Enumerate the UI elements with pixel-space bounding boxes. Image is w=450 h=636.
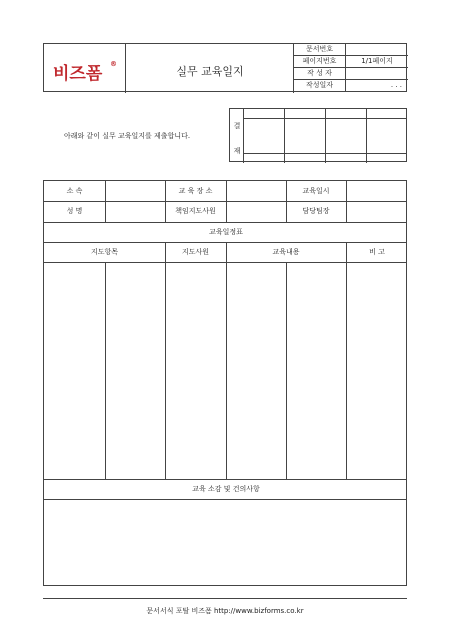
row-divider [44,499,406,500]
col-divider [226,262,227,479]
row-divider [44,242,406,243]
col-header-content: 교육내용 [272,248,300,256]
meta-row-author [294,68,408,80]
label-affiliation: 소 속 [66,187,83,195]
meta-row-page-number [294,56,408,68]
row-divider [44,262,406,263]
row-divider [44,222,406,223]
label-training-place: 교 육 장 소 [178,187,213,195]
document-title: 실무 교육일지 [176,65,244,78]
bizforms-logo: 비즈폼 [53,64,103,84]
col-divider [226,181,227,222]
footer-divider [43,598,407,599]
meta-row-date [294,80,408,92]
submission-statement: 아래와 같이 실무 교육일지를 제출합니다. [64,132,191,140]
approval-label-bottom: 재 [233,147,241,155]
opinion-title: 교육 소감 및 건의사항 [192,485,260,493]
col-header-note: 비 고 [369,248,385,256]
col-header-item: 지도항목 [90,248,119,256]
row-divider [44,479,406,480]
col-divider [165,262,166,479]
col-divider [105,181,106,222]
logo-cell [44,44,126,93]
col-divider [286,262,287,479]
title-cell [126,44,294,93]
col-divider [105,262,106,479]
approval-box [229,108,407,162]
label-training-datetime: 교육일시 [302,187,330,195]
approval-divider [244,153,406,154]
meta-label: 작성일자 [294,80,346,92]
col-divider [346,262,347,479]
main-table [43,180,407,586]
meta-label: 페이지번호 [294,56,346,67]
approval-divider [244,118,406,119]
meta-value[interactable] [346,44,408,55]
approval-label-top: 결 [233,122,241,130]
meta-value[interactable]: 1/1페이지 [361,57,393,65]
meta-label: 작 성 자 [294,68,346,79]
registered-mark: ® [110,60,117,68]
col-divider [346,181,347,222]
meta-value[interactable] [346,68,408,79]
schedule-title: 교육일정표 [209,228,243,236]
meta-value[interactable]: . . . [390,81,402,89]
meta-row-doc-number [294,44,408,56]
document-header [43,43,407,92]
approval-label-cell [230,109,244,163]
col-header-staff: 지도사원 [181,248,210,256]
label-name: 성 명 [66,207,83,215]
row-divider [44,201,406,202]
label-team-leader: 담당팀장 [302,207,330,215]
meta-label: 문서번호 [294,44,346,55]
label-responsible-instructor: 책임지도사원 [175,207,216,215]
footer-text: 문서서식 포탈 비즈폼 http://www.bizforms.co.kr [146,607,304,615]
